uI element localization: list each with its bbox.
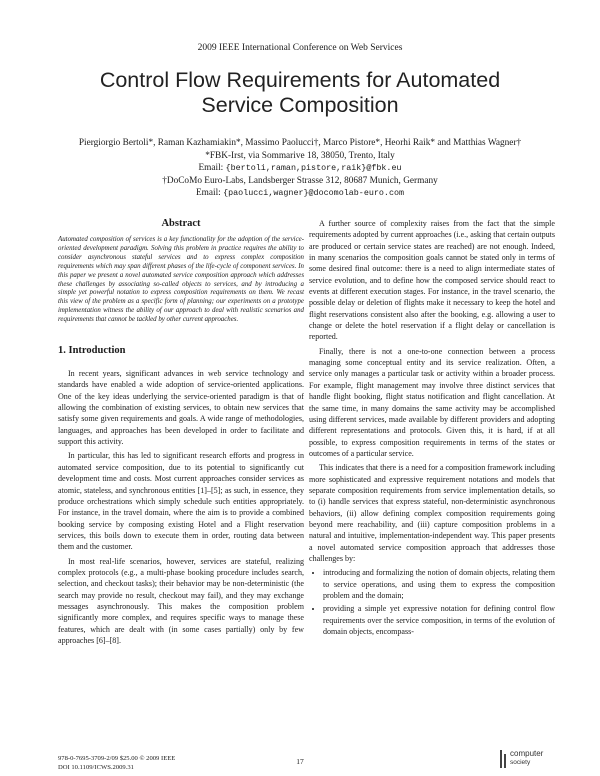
intro-paragraph-3: In most real-life scenarios, however, services are stateful, realizing complex protocols (e.g., a multi-phase booking procedure includes search, selection, and checkout tasks); their behavior may be non-deterministic (the search may provide no result, checkout may fail), and they may exchange messages asynchronously. This makes the composition problem significantly more complex, and requires specific ways to manage these features, which are dealt with (in some cases partially) only by few approaches [6]–[8]. — [58, 556, 304, 645]
abstract-text: Automated composition of services is a key functionality for the adoption of the service-oriented development paradigm. Solving this problem in practice requires the ability to consider asynchronous stateful services and to express complex composition requirements which may span different phases of the life-cycle of component services. In this paper we present a novel automated service composition approach which addresses these challenges by associating so-called objects to services, and by introducing a simple yet powerful notation to express composition requirements on them. We recast this view of the problem as a specific form of planning; our experiments on a prototype implementation witness the ability of our approach to deal with realistic scenarios and requirements that cannot be tackled by other current approaches. — [58, 236, 304, 324]
author-names: Piergiorgio Bertoli*, Raman Kazhamiakin*, Massimo Paolucci†, Marco Pistore*, Heorhi Raik* and Matthias Wagner† — [78, 138, 522, 148]
affiliation-1: *FBK-Irst, via Sommarive 18, 38050, Trento, Italy — [205, 150, 395, 161]
paper-title — [40, 68, 560, 118]
intro-paragraph-1: In recent years, significant advances in web service technology and standards have enabled a wide adoption of service-oriented applications. One of the key ideas underlying the service-oriented paradigm is that of allowing the combination of existing services, to obtain new services that satisfy some given requirements and goals. A wide range of methodologies, languages, and approaches has been developed in order to facilitate and support this activity. — [58, 369, 304, 447]
abstract-heading: Abstract — [161, 218, 201, 229]
logo-text-society: society — [510, 759, 531, 766]
section-1-heading: 1. Introduction — [58, 345, 126, 357]
email-label-2: Email: — [195, 188, 221, 198]
right-paragraph-2: Finally, there is not a one-to-one connection between a process managing some conceptual entity and its service realization. Often, a service only manages a particular task or activity within a broader process. For example, flight management may involve three distinct services that handle flight booking, flight status notification and flight cancellation. At the same time, in many domains the same activity may be accomplished using different services, made available by different providers and adopting different representations and protocols. Given this, it is hard, if at all possible, to express composition requirements in terms of the states or outcomes of a particular service. — [309, 346, 555, 458]
email-line-2 — [20, 187, 580, 200]
contribution-item-2: • providing a simple yet expressive notation for defining control flow requirements over the service composition, in terms of the evolution of domain objects, encompass- — [323, 603, 555, 637]
right-column — [309, 218, 555, 639]
title-line-1: Control Flow Requirements for Automated — [99, 68, 501, 92]
computer-society-logo-icon — [499, 750, 507, 768]
conference-header: 2009 IEEE International Conference on Web Services — [197, 43, 403, 53]
author-block — [20, 137, 580, 200]
title-line-2: Service Composition — [201, 93, 399, 117]
email-line-1 — [20, 162, 580, 175]
contribution-item-1: • introducing and formalizing the notion of domain objects, relating them to service operations, and using them to express the composition problem and the domain; — [323, 567, 555, 601]
logo-text-computer: computer — [510, 749, 544, 758]
contribution-list — [309, 567, 555, 637]
email-label-1: Email: — [198, 163, 224, 173]
right-paragraph-3: This indicates that there is a need for a composition framework including more sophisticated and expressive requirement notations and models that separate composition requirements from service implementation details, so to (i) handle services that express stateful, non-deterministic asynchronous behaviors, (ii) allow defining complex composition requirements going beyond mere reachability, and (iii) capture composition problems in a natural and intuitive, implementation-independent way. This paper presents a novel automated service composition approach that addresses those challenges by: — [309, 463, 555, 563]
computer-society-logo — [497, 747, 549, 771]
email-address-1: {bertoli,raman,pistore,raik}@fbk.eu — [225, 163, 402, 173]
footer-doi: DOI 10.1109/ICWS.2009.31 — [58, 763, 134, 771]
email-address-2: {paolucci,wagner}@docomolab-euro.com — [223, 188, 405, 198]
footer-isbn: 978-0-7695-3709-2/09 $25.00 © 2009 IEEE — [58, 755, 176, 762]
intro-paragraph-2: In particular, this has led to significant research efforts and progress in automated service composition, due to its potential to significantly cut development time and costs. Most current approaches consider services as atomic, stateless, and synchronous entities [1]–[5]; as such, in essence, they produce orchestrations which simply schedule such entities appropriately. For instance, in the travel domain, where the aim is to provide a combined booking service by composing existing Hotel and a Flight reservation services, this boils down to execute them in order, routing data between them and the customer. — [58, 451, 304, 552]
page-number: 17 — [296, 757, 304, 766]
right-paragraph-1: A further source of complexity raises from the fact that the simple requirements adopted by current approaches (i.e., asking that certain outputs are produced or certain service states are reached) are not enough. Indeed, in many scenarios the composition goals cannot be stated only in terms of some desired final outcome: there is a need to align intermediate states of service evolution, and to define how the composed service should react to events at different execution stages. For instance, in the travel scenario, the possible delay or deletion of flights make it necessary to keep the hotel and flight reservations consistent also after the booking, e.g. allowing a user to change or delete the hotel reservation if a flight delay or cancellation is reported. — [309, 219, 555, 342]
left-column — [58, 218, 304, 649]
affiliation-2: †DoCoMo Euro-Labs, Landsberger Strasse 312, 80687 Munich, Germany — [162, 175, 438, 186]
